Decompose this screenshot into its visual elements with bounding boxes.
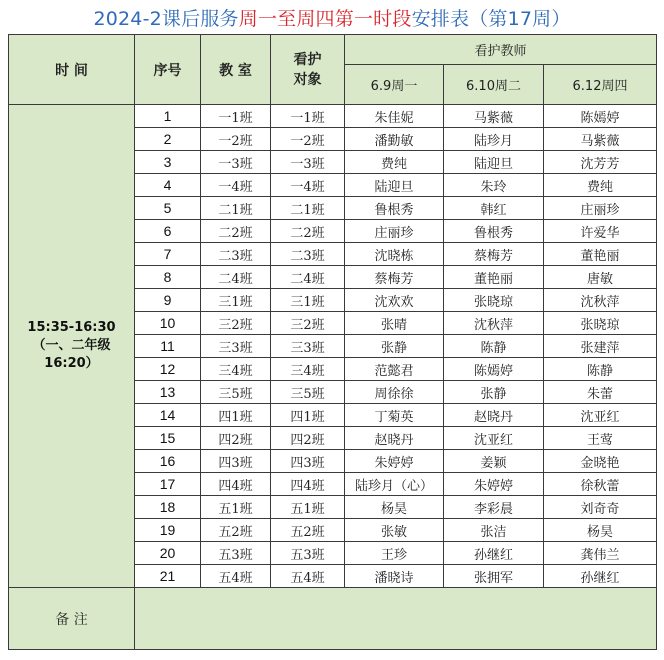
teacher-day1-cell: 潘晓诗 bbox=[345, 565, 444, 588]
room-cell: 五1班 bbox=[201, 496, 271, 519]
header-teachers: 看护教师 bbox=[345, 35, 657, 65]
teacher-day2-cell: 张晓琼 bbox=[444, 289, 544, 312]
time-slot-cell bbox=[9, 105, 135, 588]
room-cell: 一3班 bbox=[201, 151, 271, 174]
teacher-day2-cell: 赵晓丹 bbox=[444, 404, 544, 427]
teacher-day2-cell: 张拥军 bbox=[444, 565, 544, 588]
room-cell: 二4班 bbox=[201, 266, 271, 289]
teacher-day1-cell: 沈欢欢 bbox=[345, 289, 444, 312]
header-room: 教 室 bbox=[201, 35, 271, 105]
teacher-day2-cell: 鲁根秀 bbox=[444, 220, 544, 243]
header-row-1 bbox=[9, 35, 657, 65]
teacher-day1-cell: 朱佳妮 bbox=[345, 105, 444, 128]
target-cell: 一4班 bbox=[271, 174, 345, 197]
teacher-day2-cell: 张静 bbox=[444, 381, 544, 404]
target-cell: 二3班 bbox=[271, 243, 345, 266]
teacher-day3-cell: 庄丽珍 bbox=[544, 197, 657, 220]
teacher-day1-cell: 朱婷婷 bbox=[345, 450, 444, 473]
room-cell: 三5班 bbox=[201, 381, 271, 404]
seq-cell: 19 bbox=[135, 519, 201, 542]
room-cell: 四3班 bbox=[201, 450, 271, 473]
teacher-day3-cell: 沈亚红 bbox=[544, 404, 657, 427]
header-day-1: 6.9周一 bbox=[345, 65, 444, 105]
teacher-day3-cell: 费纯 bbox=[544, 174, 657, 197]
teacher-day3-cell: 马紫薇 bbox=[544, 128, 657, 151]
seq-cell: 17 bbox=[135, 473, 201, 496]
room-cell: 二2班 bbox=[201, 220, 271, 243]
target-cell: 三1班 bbox=[271, 289, 345, 312]
target-cell: 五1班 bbox=[271, 496, 345, 519]
teacher-day3-cell: 陈静 bbox=[544, 358, 657, 381]
room-cell: 一2班 bbox=[201, 128, 271, 151]
room-cell: 三1班 bbox=[201, 289, 271, 312]
target-cell: 三3班 bbox=[271, 335, 345, 358]
room-cell: 四4班 bbox=[201, 473, 271, 496]
seq-cell: 15 bbox=[135, 427, 201, 450]
title-part-1: 2024-2课后服务 bbox=[93, 8, 239, 30]
target-cell: 四2班 bbox=[271, 427, 345, 450]
time-slot-line2: （一、二年级 bbox=[32, 338, 111, 353]
room-cell: 三3班 bbox=[201, 335, 271, 358]
room-cell: 四2班 bbox=[201, 427, 271, 450]
room-cell: 五3班 bbox=[201, 542, 271, 565]
seq-cell: 8 bbox=[135, 266, 201, 289]
room-cell: 三4班 bbox=[201, 358, 271, 381]
teacher-day2-cell: 张洁 bbox=[444, 519, 544, 542]
teacher-day3-cell: 刘奇奇 bbox=[544, 496, 657, 519]
target-cell: 三4班 bbox=[271, 358, 345, 381]
notes-row bbox=[9, 588, 657, 650]
target-cell: 五4班 bbox=[271, 565, 345, 588]
seq-cell: 12 bbox=[135, 358, 201, 381]
teacher-day2-cell: 李彩晨 bbox=[444, 496, 544, 519]
teacher-day1-cell: 鲁根秀 bbox=[345, 197, 444, 220]
teacher-day3-cell: 沈芳芳 bbox=[544, 151, 657, 174]
teacher-day2-cell: 姜颖 bbox=[444, 450, 544, 473]
seq-cell: 7 bbox=[135, 243, 201, 266]
teacher-day2-cell: 沈亚红 bbox=[444, 427, 544, 450]
time-slot-line3: 16:20） bbox=[44, 356, 99, 371]
room-cell: 四1班 bbox=[201, 404, 271, 427]
teacher-day2-cell: 沈秋萍 bbox=[444, 312, 544, 335]
target-cell: 一2班 bbox=[271, 128, 345, 151]
seq-cell: 1 bbox=[135, 105, 201, 128]
teacher-day1-cell: 蔡梅芳 bbox=[345, 266, 444, 289]
teacher-day3-cell: 金晓艳 bbox=[544, 450, 657, 473]
header-target-label: 看护 对象 bbox=[293, 51, 322, 88]
teacher-day1-cell: 王珍 bbox=[345, 542, 444, 565]
seq-cell: 18 bbox=[135, 496, 201, 519]
seq-cell: 11 bbox=[135, 335, 201, 358]
teacher-day2-cell: 蔡梅芳 bbox=[444, 243, 544, 266]
teacher-day3-cell: 杨昊 bbox=[544, 519, 657, 542]
teacher-day1-cell: 张敏 bbox=[345, 519, 444, 542]
notes-label: 备 注 bbox=[9, 588, 135, 650]
room-cell: 二1班 bbox=[201, 197, 271, 220]
teacher-day2-cell: 陈静 bbox=[444, 335, 544, 358]
target-cell: 四4班 bbox=[271, 473, 345, 496]
seq-cell: 3 bbox=[135, 151, 201, 174]
table-row bbox=[9, 105, 657, 128]
target-cell: 二2班 bbox=[271, 220, 345, 243]
header-day-3: 6.12周四 bbox=[544, 65, 657, 105]
target-cell: 一3班 bbox=[271, 151, 345, 174]
teacher-day3-cell: 董艳丽 bbox=[544, 243, 657, 266]
teacher-day1-cell: 费纯 bbox=[345, 151, 444, 174]
teacher-day2-cell: 董艳丽 bbox=[444, 266, 544, 289]
teacher-day2-cell: 朱婷婷 bbox=[444, 473, 544, 496]
target-cell: 三2班 bbox=[271, 312, 345, 335]
room-cell: 五2班 bbox=[201, 519, 271, 542]
target-cell: 三5班 bbox=[271, 381, 345, 404]
teacher-day3-cell: 唐敏 bbox=[544, 266, 657, 289]
target-cell: 五2班 bbox=[271, 519, 345, 542]
teacher-day1-cell: 范懿君 bbox=[345, 358, 444, 381]
seq-cell: 9 bbox=[135, 289, 201, 312]
teacher-day1-cell: 张静 bbox=[345, 335, 444, 358]
teacher-day1-cell: 张晴 bbox=[345, 312, 444, 335]
teacher-day2-cell: 孙继红 bbox=[444, 542, 544, 565]
header-day-2: 6.10周二 bbox=[444, 65, 544, 105]
target-cell: 四1班 bbox=[271, 404, 345, 427]
teacher-day1-cell: 丁菊英 bbox=[345, 404, 444, 427]
teacher-day2-cell: 马紫薇 bbox=[444, 105, 544, 128]
target-cell: 四3班 bbox=[271, 450, 345, 473]
title-part-3: 安排表（第17周） bbox=[411, 8, 571, 30]
seq-cell: 21 bbox=[135, 565, 201, 588]
teacher-day1-cell: 赵晓丹 bbox=[345, 427, 444, 450]
target-cell: 二1班 bbox=[271, 197, 345, 220]
teacher-day3-cell: 孙继红 bbox=[544, 565, 657, 588]
teacher-day3-cell: 龚伟兰 bbox=[544, 542, 657, 565]
seq-cell: 14 bbox=[135, 404, 201, 427]
teacher-day3-cell: 徐秋蕾 bbox=[544, 473, 657, 496]
time-slot-line1: 15:35-16:30 bbox=[27, 320, 116, 335]
teacher-day3-cell: 张晓琼 bbox=[544, 312, 657, 335]
teacher-day1-cell: 陆珍月（心） bbox=[345, 473, 444, 496]
teacher-day1-cell: 陆迎旦 bbox=[345, 174, 444, 197]
title-part-2: 周一至周四第一时段 bbox=[238, 8, 412, 30]
teacher-day1-cell: 沈晓栋 bbox=[345, 243, 444, 266]
teacher-day1-cell: 杨昊 bbox=[345, 496, 444, 519]
room-cell: 五4班 bbox=[201, 565, 271, 588]
room-cell: 三2班 bbox=[201, 312, 271, 335]
room-cell: 一4班 bbox=[201, 174, 271, 197]
seq-cell: 6 bbox=[135, 220, 201, 243]
teacher-day3-cell: 张建萍 bbox=[544, 335, 657, 358]
teacher-day1-cell: 庄丽珍 bbox=[345, 220, 444, 243]
teacher-day3-cell: 陈嫣婷 bbox=[544, 105, 657, 128]
header-time: 时 间 bbox=[9, 35, 135, 105]
notes-content bbox=[135, 588, 657, 650]
header-target bbox=[271, 35, 345, 105]
seq-cell: 2 bbox=[135, 128, 201, 151]
schedule-table bbox=[8, 34, 657, 650]
teacher-day1-cell: 周徐徐 bbox=[345, 381, 444, 404]
target-cell: 一1班 bbox=[271, 105, 345, 128]
room-cell: 二3班 bbox=[201, 243, 271, 266]
target-cell: 二4班 bbox=[271, 266, 345, 289]
seq-cell: 20 bbox=[135, 542, 201, 565]
seq-cell: 5 bbox=[135, 197, 201, 220]
teacher-day2-cell: 韩红 bbox=[444, 197, 544, 220]
target-cell: 五3班 bbox=[271, 542, 345, 565]
page-title bbox=[0, 4, 664, 34]
seq-cell: 10 bbox=[135, 312, 201, 335]
seq-cell: 16 bbox=[135, 450, 201, 473]
seq-cell: 13 bbox=[135, 381, 201, 404]
teacher-day2-cell: 陈嫣婷 bbox=[444, 358, 544, 381]
teacher-day3-cell: 许爱华 bbox=[544, 220, 657, 243]
room-cell: 一1班 bbox=[201, 105, 271, 128]
teacher-day2-cell: 朱玲 bbox=[444, 174, 544, 197]
teacher-day3-cell: 沈秋萍 bbox=[544, 289, 657, 312]
teacher-day1-cell: 潘勤敏 bbox=[345, 128, 444, 151]
seq-cell: 4 bbox=[135, 174, 201, 197]
teacher-day2-cell: 陆珍月 bbox=[444, 128, 544, 151]
header-seq: 序号 bbox=[135, 35, 201, 105]
teacher-day3-cell: 王莺 bbox=[544, 427, 657, 450]
teacher-day2-cell: 陆迎旦 bbox=[444, 151, 544, 174]
teacher-day3-cell: 朱蕾 bbox=[544, 381, 657, 404]
